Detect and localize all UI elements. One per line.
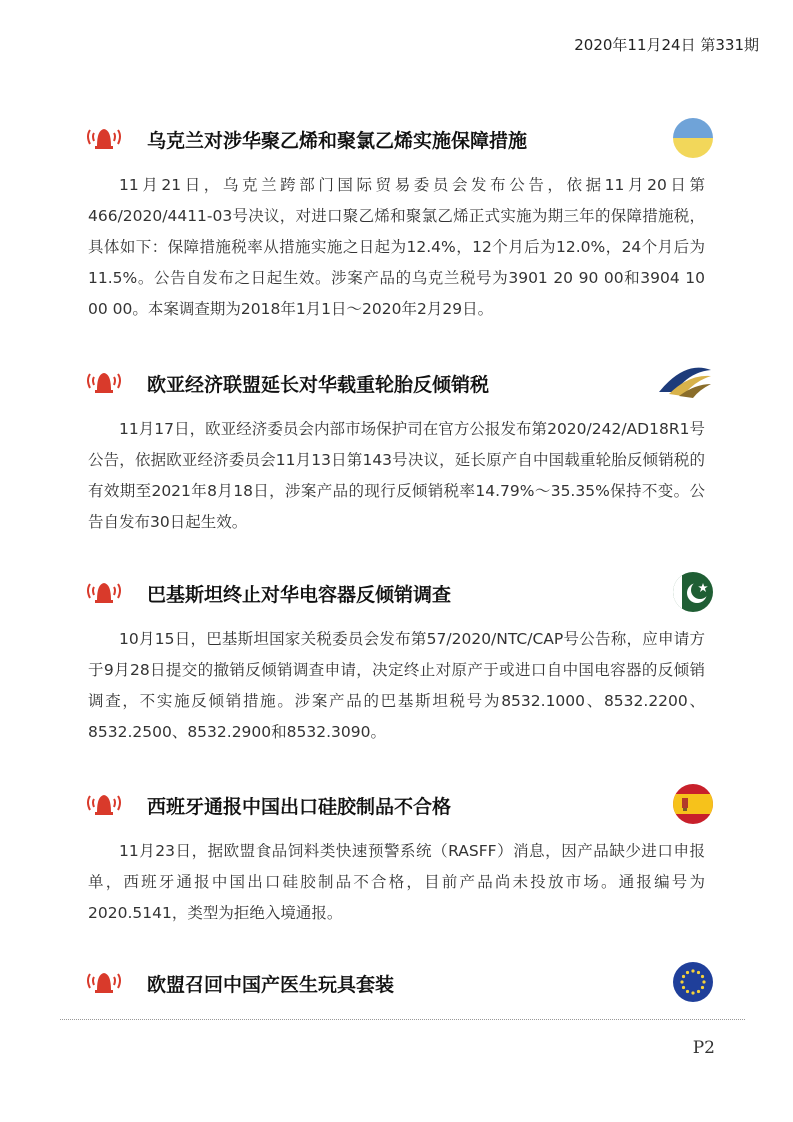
news-title: 欧盟召回中国产医生玩具套装 bbox=[147, 974, 395, 996]
pakistan-flag-icon bbox=[673, 572, 713, 612]
news-item-header bbox=[0, 568, 793, 616]
alarm-bell-icon bbox=[84, 124, 124, 152]
news-title: 欧亚经济联盟延长对华载重轮胎反倾销税 bbox=[147, 374, 490, 396]
footer-divider bbox=[60, 1019, 745, 1020]
news-body: 11月17日，欧亚经济委员会内部市场保护司在官方公报发布第2020/242/AD18R1号公告，依据欧亚经济委员会11月13日第143号决议，延长原产自中国载重轮胎反倾销税的有效期至2021年8月18日，涉案产品的现行反倾销税率14.79%～35.35%保持不变。公告自发布30日起生效。 bbox=[88, 420, 705, 531]
alarm-bell-icon bbox=[84, 790, 124, 818]
news-item-eaeu bbox=[0, 358, 793, 538]
issue-date: 2020年11月24日 第331期 bbox=[574, 36, 759, 54]
news-item-eu bbox=[0, 958, 793, 1006]
alarm-bell-icon bbox=[84, 968, 124, 996]
news-item-ukraine bbox=[0, 114, 793, 325]
news-item-header bbox=[0, 114, 793, 162]
news-title: 巴基斯坦终止对华电容器反倾销调查 bbox=[147, 584, 452, 606]
eaeu-emblem-icon bbox=[655, 362, 715, 402]
news-item-pakistan bbox=[0, 568, 793, 748]
news-body: 10月15日，巴基斯坦国家关税委员会发布第57/2020/NTC/CAP号公告称，应申请方于9月28日提交的撤销反倾销调查申请，决定终止对原产于或进口自中国电容器的反倾销调查，不实施反倾销措施。涉案产品的巴基斯坦税号为8532.1000、8532.2200、8532.2500、8532.2900和8532.3090。 bbox=[88, 630, 705, 741]
news-item-header bbox=[0, 358, 793, 406]
page-number: P2 bbox=[692, 1038, 715, 1058]
alarm-bell-icon bbox=[84, 368, 124, 396]
news-item-spain bbox=[0, 780, 793, 929]
news-item-header bbox=[0, 958, 793, 1006]
news-title: 西班牙通报中国出口硅胶制品不合格 bbox=[147, 796, 452, 818]
eu-flag-icon bbox=[673, 962, 713, 1002]
ukraine-flag-icon bbox=[673, 118, 713, 158]
alarm-bell-icon bbox=[84, 578, 124, 606]
news-body: 11月21日，乌克兰跨部门国际贸易委员会发布公告，依据11月20日第466/2020/4411-03号决议，对进口聚乙烯和聚氯乙烯正式实施为期三年的保障措施税，具体如下：保障措施税率从措施实施之日起为12.4%，12个月后为12.0%，24个月后为11.5%。公告自发布之日起生效。涉案产品的乌克兰税号为3901 20 90 00和3904 10 00 00。本案调查期为2018年1月1日～2020年2月29日。 bbox=[88, 176, 705, 318]
news-title: 乌克兰对涉华聚乙烯和聚氯乙烯实施保障措施 bbox=[147, 130, 528, 152]
news-body: 11月23日，据欧盟食品饲料类快速预警系统（RASFF）消息，因产品缺少进口申报单，西班牙通报中国出口硅胶制品不合格，目前产品尚未投放市场。通报编号为2020.5141，类型为拒绝入境通报。 bbox=[88, 842, 705, 922]
news-item-header bbox=[0, 780, 793, 828]
spain-flag-icon bbox=[673, 784, 713, 824]
